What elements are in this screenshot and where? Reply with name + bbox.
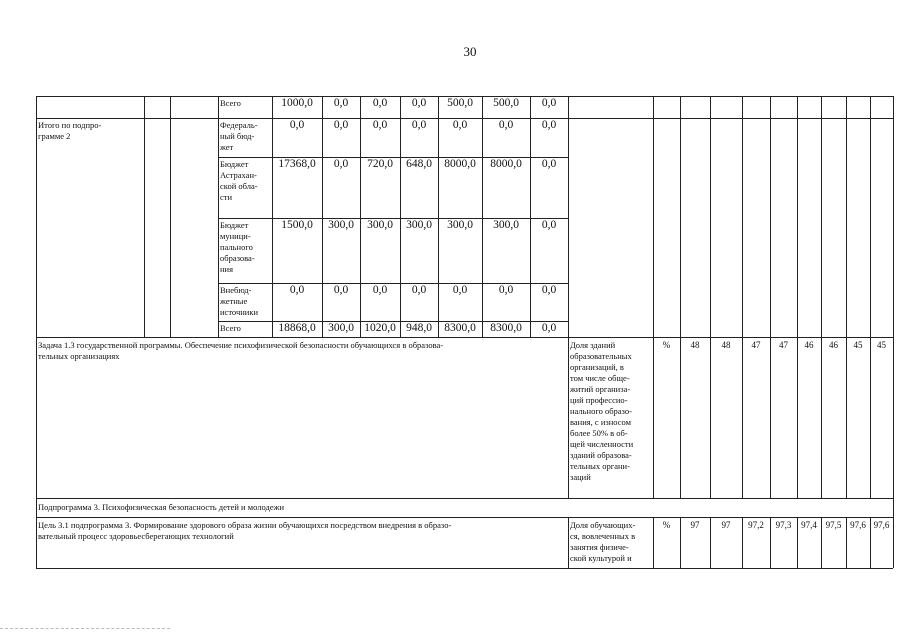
subprogram-title: Подпрограмма 3. Психофизическая безопасность детей и молодежи bbox=[38, 502, 285, 512]
column-line bbox=[893, 498, 894, 517]
column-line bbox=[821, 337, 822, 498]
indicator-value: 46 bbox=[829, 340, 838, 350]
funding-value: 8300,0 bbox=[444, 322, 476, 334]
funding-source-label: Всего bbox=[220, 323, 241, 333]
column-line bbox=[36, 96, 37, 337]
scan-artifact-line bbox=[0, 628, 170, 629]
column-line bbox=[36, 517, 37, 568]
funding-value: 0,0 bbox=[289, 284, 305, 296]
goal-text: Цель 3.1 подпрограмма 3. Формирование здорового образа жизни обучающихся посредством внедрения в образо- вательный процесс здоровьесберегающих технологий bbox=[38, 520, 452, 541]
funding-value: 0,0 bbox=[333, 284, 349, 296]
funding-value: 0,0 bbox=[498, 119, 514, 131]
funding-value: 0,0 bbox=[541, 284, 557, 296]
column-line bbox=[893, 337, 894, 498]
column-line bbox=[568, 337, 569, 498]
indicator-text: Доля зданий образовательных организаций, в том числе обще- житий организа- ций профессио- нального образо- вания, с износом более 50% в об- щей численности зданий образова- тельных органи- заций bbox=[570, 340, 634, 482]
column-line bbox=[742, 337, 743, 498]
column-line bbox=[36, 498, 37, 517]
indicator-value: 47 bbox=[779, 340, 788, 350]
column-line bbox=[797, 337, 798, 498]
funding-value: 18868,0 bbox=[278, 322, 316, 334]
indicator-value: 97,6 bbox=[873, 520, 890, 530]
indicator-value: 97,4 bbox=[801, 520, 817, 530]
funding-source-label: Бюджет Астрахан- ской обла- сти bbox=[220, 159, 258, 202]
indicator-value: 97,6 bbox=[850, 520, 866, 530]
funding-source-label: Бюджет муници- пального образова- ния bbox=[220, 220, 255, 274]
funding-value: 1020,0 bbox=[364, 322, 396, 334]
funding-value: 0,0 bbox=[372, 284, 388, 296]
funding-value: 0,0 bbox=[411, 284, 427, 296]
column-line bbox=[272, 96, 273, 337]
column-line bbox=[170, 96, 171, 337]
funding-source-label: Всего bbox=[220, 98, 241, 108]
funding-value: 300,0 bbox=[406, 219, 432, 231]
column-line bbox=[530, 96, 531, 337]
funding-value: 0,0 bbox=[541, 158, 557, 170]
funding-source-label: Федераль- ный бюд- жет bbox=[220, 120, 258, 152]
column-line bbox=[568, 96, 569, 337]
funding-value: 8300,0 bbox=[490, 322, 522, 334]
bottom-border bbox=[36, 568, 893, 569]
funding-value: 948,0 bbox=[406, 322, 432, 334]
funding-value: 300,0 bbox=[328, 322, 354, 334]
column-line bbox=[770, 96, 771, 337]
column-line bbox=[846, 96, 847, 337]
indicator-value: 46 bbox=[804, 340, 814, 350]
funding-value: 300,0 bbox=[493, 219, 519, 231]
funding-value: 648,0 bbox=[406, 158, 432, 170]
column-line bbox=[821, 96, 822, 337]
column-line bbox=[482, 96, 483, 337]
indicator-text: Доля обучающих- ся, вовлеченных в занятия физиче- ской культурой и bbox=[570, 520, 636, 563]
column-line bbox=[870, 337, 871, 498]
unit-label: % bbox=[662, 340, 671, 350]
funding-value: 0,0 bbox=[541, 97, 557, 109]
subtotal-label: Итого по подпро- грамме 2 bbox=[38, 120, 102, 141]
row-line bbox=[36, 498, 893, 499]
unit-label: % bbox=[662, 520, 671, 530]
column-line bbox=[568, 517, 569, 568]
column-line bbox=[846, 337, 847, 498]
funding-value: 0,0 bbox=[541, 219, 557, 231]
funding-value: 1000,0 bbox=[281, 97, 313, 109]
column-line bbox=[710, 337, 711, 498]
column-line bbox=[36, 337, 37, 498]
funding-value: 0,0 bbox=[372, 97, 388, 109]
column-line bbox=[680, 337, 681, 498]
funding-value: 300,0 bbox=[328, 219, 354, 231]
indicator-value: 97,2 bbox=[748, 520, 764, 530]
indicator-value: 97 bbox=[721, 520, 731, 530]
indicator-value: 48 bbox=[690, 340, 700, 350]
column-line bbox=[680, 96, 681, 337]
column-line bbox=[144, 96, 145, 337]
indicator-value: 97,5 bbox=[825, 520, 842, 530]
funding-value: 500,0 bbox=[447, 97, 473, 109]
funding-value: 0,0 bbox=[541, 322, 557, 334]
funding-value: 300,0 bbox=[367, 219, 393, 231]
column-line bbox=[893, 517, 894, 568]
column-line bbox=[742, 96, 743, 337]
column-line bbox=[710, 96, 711, 337]
indicator-value: 45 bbox=[877, 340, 886, 350]
funding-value: 0,0 bbox=[411, 119, 427, 131]
funding-value: 500,0 bbox=[493, 97, 519, 109]
funding-value: 0,0 bbox=[452, 284, 468, 296]
page-number: 30 bbox=[463, 44, 477, 59]
funding-value: 0,0 bbox=[498, 284, 514, 296]
column-line bbox=[400, 96, 401, 337]
indicator-value: 47 bbox=[751, 340, 761, 350]
funding-value: 1500,0 bbox=[281, 219, 313, 231]
funding-value: 8000,0 bbox=[444, 158, 476, 170]
column-line bbox=[870, 96, 871, 337]
column-line bbox=[322, 96, 323, 337]
funding-value: 0,0 bbox=[372, 119, 388, 131]
funding-value: 17368,0 bbox=[278, 158, 316, 170]
column-line bbox=[797, 96, 798, 337]
funding-value: 0,0 bbox=[289, 119, 305, 131]
column-line bbox=[653, 96, 654, 337]
funding-value: 0,0 bbox=[452, 119, 468, 131]
funding-value: 300,0 bbox=[447, 219, 473, 231]
funding-value: 720,0 bbox=[367, 158, 393, 170]
funding-value: 8000,0 bbox=[490, 158, 522, 170]
column-line bbox=[893, 96, 894, 337]
funding-value: 0,0 bbox=[333, 119, 349, 131]
column-line bbox=[360, 96, 361, 337]
column-line bbox=[438, 96, 439, 337]
funding-value: 0,0 bbox=[333, 158, 349, 170]
task-text: Задача 1.3 государственной программы. Обеспечение психофизической безопасности обучающихся в образова- тельных организациях bbox=[38, 340, 444, 361]
indicator-value: 97,3 bbox=[775, 520, 792, 530]
funding-value: 0,0 bbox=[333, 97, 349, 109]
funding-source-label: Внебюд- жетные источники bbox=[220, 285, 259, 317]
funding-value: 0,0 bbox=[411, 97, 427, 109]
column-line bbox=[653, 337, 654, 498]
indicator-value: 45 bbox=[853, 340, 863, 350]
indicator-value: 97 bbox=[690, 520, 700, 530]
column-line bbox=[218, 96, 219, 337]
column-line bbox=[770, 337, 771, 498]
row-line bbox=[36, 337, 893, 338]
funding-value: 0,0 bbox=[541, 119, 557, 131]
indicator-value: 48 bbox=[721, 340, 731, 350]
row-line bbox=[36, 517, 893, 518]
